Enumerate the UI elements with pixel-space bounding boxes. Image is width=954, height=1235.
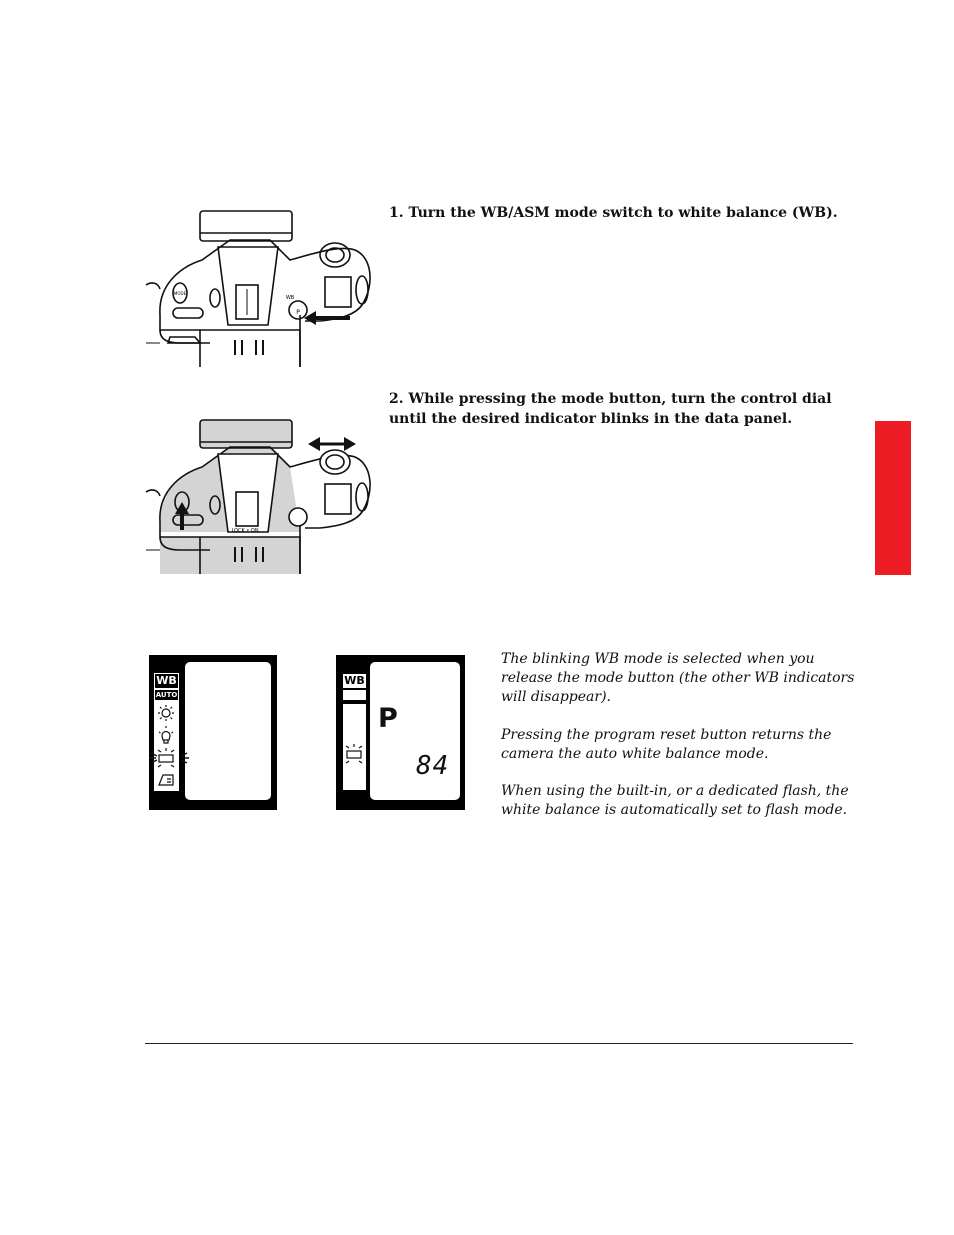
tungsten-icon — [162, 732, 170, 741]
wb-label: WB — [344, 674, 365, 687]
note-release-mode-button: The blinking WB mode is selected when you release the mode button (the other WB indicators will disappear). — [501, 651, 855, 705]
data-panel-right — [336, 655, 465, 810]
fluorescent-icon — [343, 742, 366, 766]
frame-counter: 84 — [416, 751, 450, 781]
exposure-mode-indicator: P — [378, 703, 398, 734]
auto-slot — [343, 690, 366, 700]
wb-switch-label: WB — [285, 295, 295, 301]
wb-icons — [149, 701, 189, 791]
data-panel-left — [149, 655, 277, 810]
fluorescent-icon — [159, 755, 173, 762]
camera-illustration-1 — [140, 205, 375, 370]
flash-icon — [159, 775, 173, 785]
note-flash-mode: When using the built-in, or a dedicated flash, the white balance is automatically set to flash mode. — [501, 783, 849, 818]
auto-label: AUTO — [155, 691, 178, 699]
footer-rule — [145, 1043, 853, 1044]
daylight-icon — [162, 709, 170, 717]
wb-indicator-column — [343, 704, 366, 790]
lock-switch-label: LOCK • ON — [231, 528, 259, 534]
mode-button-label: MODE — [173, 291, 187, 296]
note-program-reset: Pressing the program reset button returns the camera the auto white balance mode. — [501, 727, 832, 762]
wb-label: WB — [156, 674, 177, 687]
camera-illustration-2 — [140, 412, 375, 577]
chapter-tab — [875, 421, 911, 575]
p-button-label: P — [296, 309, 300, 316]
lcd-screen — [185, 662, 271, 800]
step-1-text: 1. Turn the WB/ASM mode switch to white balance (WB). — [389, 205, 838, 221]
step-2-text: 2. While pressing the mode button, turn the control dial until the desired indicator blinks in the data panel. — [389, 391, 832, 427]
